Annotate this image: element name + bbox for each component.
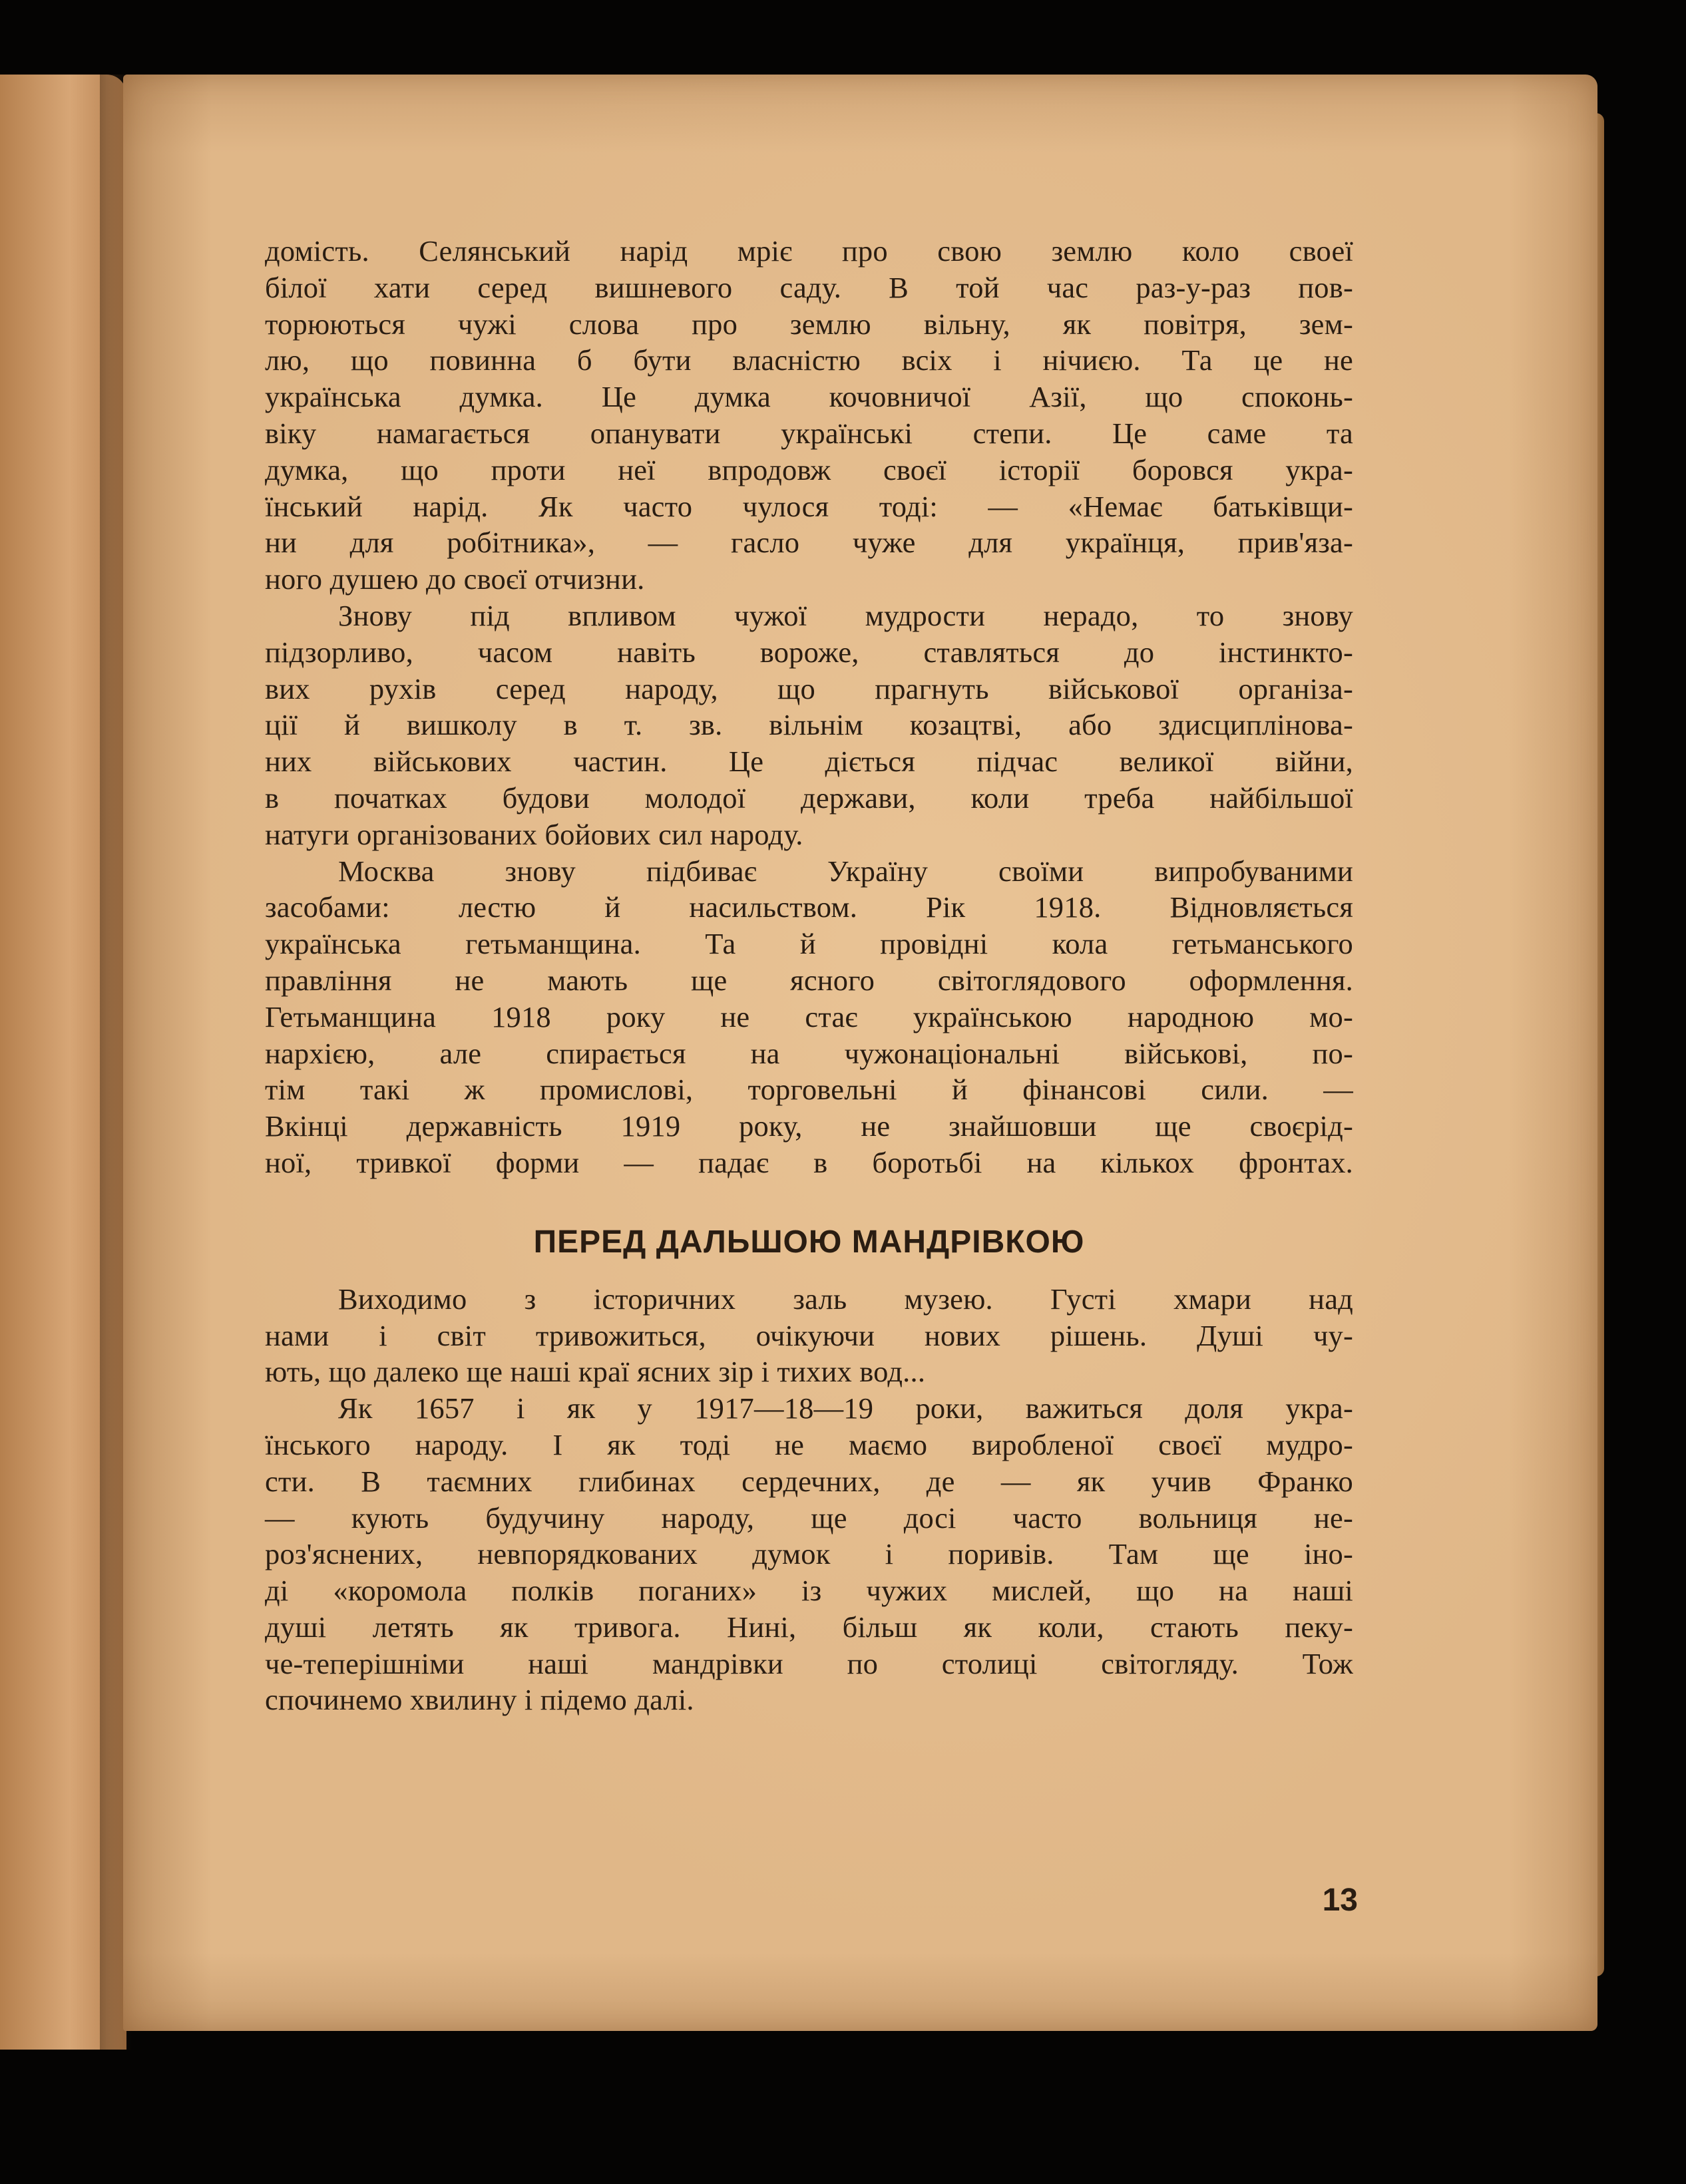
text-line: Гетьманщина 1918 року не стає українською народною мо-	[265, 1000, 1353, 1033]
text-line: ють, що далеко ще наші краї ясних зір і тихих вод...	[265, 1355, 926, 1389]
text-line: ді «коромола полків поганих» із чужих мислей, що на наші	[265, 1574, 1353, 1608]
text-line: вих рухів серед народу, що прагнуть військової організа-	[265, 671, 1353, 705]
text-line: Вкінці державність 1919 року, не знайшовши ще своєрід-	[265, 1109, 1353, 1143]
text-line: них військових частин. Це діється підчас великої війни,	[265, 745, 1353, 779]
text-line: ції й вишколу в т. зв. вільнім козацтві, або здисциплінова-	[265, 708, 1353, 742]
paragraph-5	[265, 1390, 1353, 1718]
text-line: засобами: лестю й насильством. Рік 1918. Відновляється	[265, 890, 1353, 924]
text-line: підзорливо, часом навіть вороже, ставляться до інстинкто-	[265, 635, 1353, 669]
text-line: че-теперішніми наші мандрівки по столиці світогляду. Тож	[265, 1646, 1353, 1680]
page-text	[265, 233, 1353, 1718]
text-line: українська думка. Це думка кочовничої Азії, що споконь-	[265, 380, 1353, 414]
text-line: нархією, але спирається на чужонаціональні військові, по-	[265, 1036, 1353, 1070]
text-line: ни для робітника», — гасло чуже для українця, прив'яза-	[265, 526, 1353, 560]
text-line: — кують будучину народу, ще досі часто вольниця не-	[265, 1501, 1353, 1535]
paragraph-3	[265, 853, 1353, 1181]
text-line: думка, що проти неї впродовж своєї історії боровся укра-	[265, 453, 1353, 486]
text-line: торюються чужі слова про землю вільну, як повітря, зем-	[265, 307, 1353, 341]
text-line: натуги організованих бойових сил народу.	[265, 817, 803, 851]
text-line: їнський нарід. Як часто чулося тоді: — «Немає батьківщи-	[265, 489, 1353, 523]
text-line: українська гетьманщина. Та й провідні кола гетьманського	[265, 927, 1353, 961]
section-heading: ПЕРЕД ДАЛЬШОЮ МАНДРІВКОЮ	[533, 1224, 1085, 1260]
text-line: Знову під впливом чужої мудрости нерадо, то знову	[338, 598, 1353, 632]
text-line: віку намагається опанувати українські степи. Це саме та	[265, 416, 1353, 450]
text-line: в початках будови молодої держави, коли треба найбільшої	[265, 781, 1353, 815]
text-line: домість. Селянський нарід мріє про свою землю коло своеї	[265, 234, 1353, 268]
text-line: ного душею до своєї отчизни.	[265, 562, 645, 596]
paragraph-4	[265, 1281, 1353, 1390]
text-line: душі летять як тривога. Нині, більш як коли, стають пеку-	[265, 1610, 1353, 1644]
paragraph-2	[265, 598, 1353, 853]
text-line: нами і світ тривожиться, очікуючи нових рішень. Душі чу-	[265, 1318, 1353, 1352]
page-number: 13	[1322, 1883, 1358, 1918]
text-line: сти. В таємних глибинах сердечних, де — як учив Франко	[265, 1464, 1353, 1498]
text-line: тім такі ж промислові, торговельні й фінансові сили. —	[265, 1073, 1353, 1107]
text-line: ної, тривкої форми — падає в боротьбі на кількох фронтах.	[265, 1145, 1353, 1179]
paragraph-1	[265, 233, 1353, 598]
text-line: їнського народу. І як тоді не маємо виробленої своєї мудро-	[265, 1427, 1353, 1461]
text-line: спочинемо хвилину і підемо далі.	[265, 1683, 694, 1717]
text-line: білої хати серед вишневого саду. В той час раз-у-раз пов-	[265, 270, 1353, 304]
text-line: лю, що повинна б бути власністю всіх і нічиєю. Та це не	[265, 343, 1353, 377]
text-line: Як 1657 і як у 1917—18—19 роки, важиться доля укра-	[338, 1391, 1353, 1425]
text-line: роз'яснених, невпорядкованих думок і поривів. Там ще іно-	[265, 1537, 1353, 1571]
text-line: Виходимо з історичних заль музею. Густі хмари над	[338, 1282, 1353, 1316]
text-line: Москва знову підбиває Україну своїми випробуваними	[338, 854, 1353, 888]
text-line: правління не мають ще ясного світоглядового оформлення.	[265, 963, 1353, 997]
